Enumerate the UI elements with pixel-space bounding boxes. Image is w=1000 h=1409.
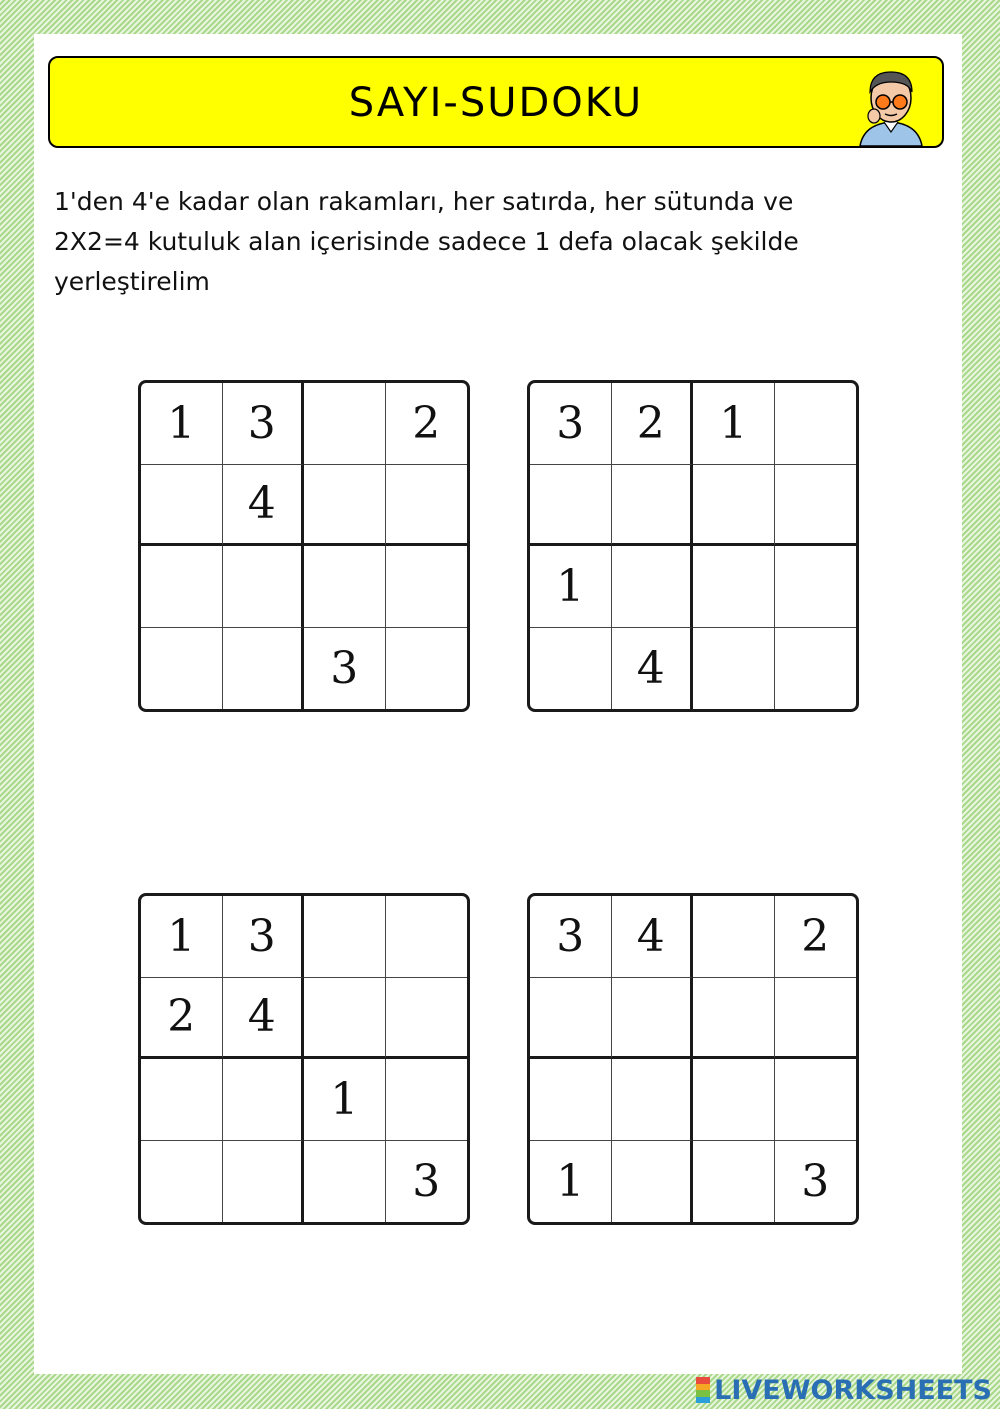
empty-cell[interactable]: [304, 978, 386, 1060]
empty-cell[interactable]: [304, 896, 386, 978]
empty-cell[interactable]: [386, 628, 468, 710]
sudoku-grid-1: [138, 380, 470, 712]
given-number-cell: 3: [530, 896, 612, 978]
empty-cell[interactable]: [530, 1059, 612, 1141]
empty-cell[interactable]: [693, 628, 775, 710]
given-number-cell: 1: [141, 383, 223, 465]
teacher-avatar-icon: [848, 62, 934, 146]
empty-cell[interactable]: [141, 628, 223, 710]
empty-cell[interactable]: [141, 1059, 223, 1141]
empty-cell[interactable]: [386, 546, 468, 628]
empty-cell[interactable]: [530, 628, 612, 710]
liveworksheets-logo-icon: [696, 1377, 710, 1403]
given-number-cell: 1: [530, 546, 612, 628]
empty-cell[interactable]: [775, 383, 857, 465]
given-number-cell: 3: [412, 1155, 441, 1207]
given-number-cell: 1: [530, 1141, 612, 1223]
empty-cell[interactable]: [386, 1059, 468, 1141]
empty-cell[interactable]: [223, 546, 305, 628]
sudoku-grid-3: [138, 893, 470, 1225]
empty-cell[interactable]: [304, 383, 386, 465]
given-number-cell: 2: [775, 896, 857, 978]
given-number-cell: 3: [304, 628, 386, 710]
empty-cell[interactable]: [693, 1141, 775, 1223]
instruction-line: 2X2=4 kutuluk alan içerisinde sadece 1 defa olacak şekilde: [54, 227, 799, 256]
given-number-cell: 1: [693, 383, 775, 465]
given-number-cell: 4: [612, 628, 694, 710]
empty-cell[interactable]: [612, 465, 694, 547]
given-number-cell: 1: [304, 1059, 386, 1141]
empty-cell[interactable]: [304, 546, 386, 628]
empty-cell[interactable]: [775, 546, 857, 628]
empty-cell[interactable]: [612, 1141, 694, 1223]
given-number-cell: 2: [141, 978, 223, 1060]
liveworksheets-watermark: [696, 1375, 992, 1405]
sudoku-grid-2: [527, 380, 859, 712]
empty-cell[interactable]: [386, 896, 468, 978]
empty-cell[interactable]: [386, 978, 468, 1060]
empty-cell[interactable]: [141, 1141, 223, 1223]
instruction-line: yerleştirelim: [54, 267, 210, 296]
empty-cell[interactable]: [775, 628, 857, 710]
empty-cell[interactable]: [141, 465, 223, 547]
given-number-cell: 3: [223, 383, 305, 465]
given-number-cell: 3: [530, 383, 612, 465]
title-banner: [48, 56, 944, 148]
page-title: SAYI-SUDOKU: [348, 80, 644, 126]
empty-cell[interactable]: [775, 465, 857, 547]
given-number-cell: 1: [141, 896, 223, 978]
empty-cell[interactable]: [530, 465, 612, 547]
sudoku-grid-4: [527, 893, 859, 1225]
empty-cell[interactable]: [612, 546, 694, 628]
instructions-text: [54, 182, 914, 302]
empty-cell[interactable]: [530, 978, 612, 1060]
empty-cell[interactable]: [223, 1141, 305, 1223]
instruction-line: 1'den 4'e kadar olan rakamları, her satırda, her sütunda ve: [54, 187, 794, 216]
given-number-cell: 2: [612, 383, 694, 465]
given-number-cell: 4: [612, 896, 694, 978]
empty-cell[interactable]: [775, 978, 857, 1060]
empty-cell[interactable]: [693, 896, 775, 978]
empty-cell[interactable]: [386, 465, 468, 547]
empty-cell[interactable]: [693, 546, 775, 628]
given-number-cell: 2: [386, 383, 468, 465]
empty-cell[interactable]: [223, 1059, 305, 1141]
empty-cell[interactable]: [304, 1141, 386, 1223]
empty-cell[interactable]: [693, 465, 775, 547]
empty-cell[interactable]: [304, 465, 386, 547]
given-number-cell: 3: [223, 896, 305, 978]
watermark-text: LIVEWORKSHEETS: [714, 1374, 992, 1406]
given-number-cell: 4: [223, 465, 305, 547]
empty-cell[interactable]: [223, 628, 305, 710]
empty-cell[interactable]: [775, 1059, 857, 1141]
empty-cell[interactable]: [612, 978, 694, 1060]
given-number-cell: 4: [223, 978, 305, 1060]
empty-cell[interactable]: [693, 978, 775, 1060]
worksheet-page: [34, 34, 962, 1374]
empty-cell[interactable]: [693, 1059, 775, 1141]
empty-cell[interactable]: [141, 546, 223, 628]
given-number-cell: 3: [801, 1155, 830, 1207]
empty-cell[interactable]: [612, 1059, 694, 1141]
